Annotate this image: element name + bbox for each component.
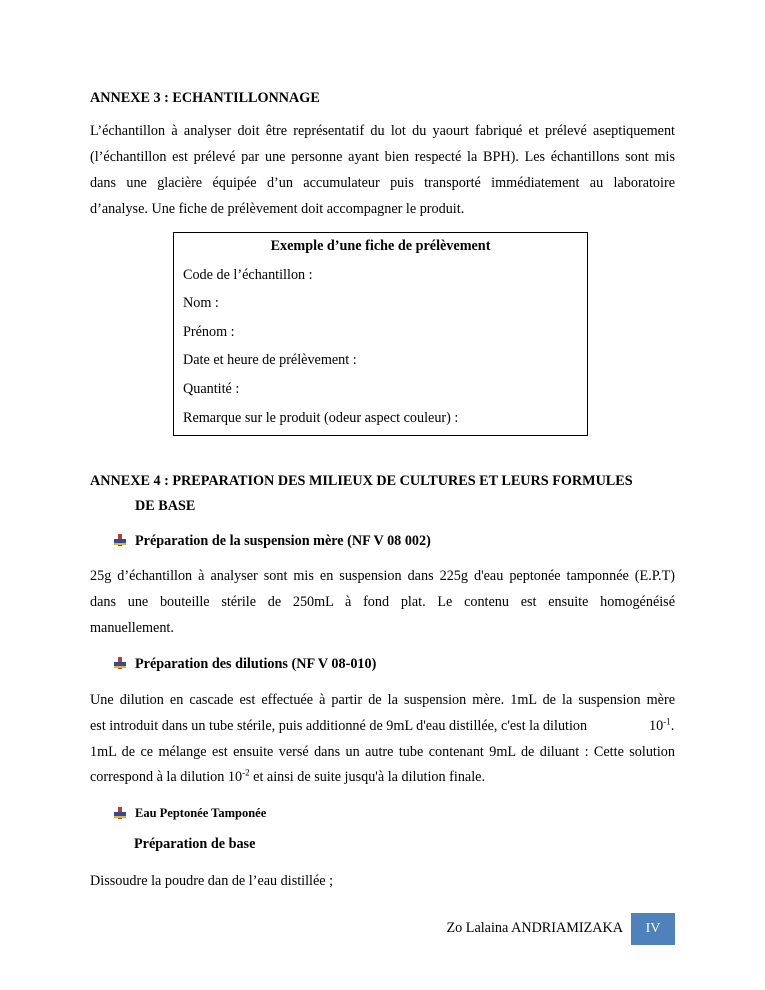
form-field-quantity: Quantité : (183, 381, 240, 397)
sampling-form-box (173, 232, 588, 436)
section-subtitle-base-preparation: Préparation de base (134, 836, 256, 852)
annexe3-paragraph-line: d’analyse. Une fiche de prélèvement doit accompagner le produit. (90, 201, 465, 217)
bullet-arrow-icon (113, 533, 127, 547)
section1-line: 25g d’échantillon à analyser sont mis en suspension dans 225g d'eau peptonée tamponnée (E.P.T) (90, 568, 675, 584)
form-field-first-name: Prénom : (183, 324, 235, 340)
form-field-remark: Remarque sur le produit (odeur aspect couleur) : (183, 410, 459, 426)
annexe4-heading: ANNEXE 4 : PREPARATION DES MILIEUX DE CULTURES ET LEURS FORMULES (90, 473, 633, 489)
section1-line: manuellement. (90, 620, 174, 636)
section-title-peptone-water: Eau Peptonée Tamponée (135, 806, 267, 820)
annexe3-heading: ANNEXE 3 : ECHANTILLONNAGE (90, 90, 320, 106)
annexe3-paragraph-line: (l’échantillon est prélevé par une personne ayant bien respecté la BPH). Les échantillons sont mis (90, 149, 675, 165)
section-title-dilutions: Préparation des dilutions (NF V 08-010) (135, 656, 377, 672)
sampling-form-title: Exemple d’une fiche de prélèvement (270, 238, 491, 254)
section1-line: dans une bouteille stérile de 250mL à fond plat. Le contenu est ensuite homogénéisé (90, 594, 675, 610)
form-field-sample-code: Code de l’échantillon : (183, 267, 313, 283)
form-field-name: Nom : (183, 295, 219, 311)
annexe4-heading-continued: DE BASE (135, 498, 196, 514)
footer-author: Zo Lalaina ANDRIAMIZAKA (446, 920, 623, 936)
page-number-badge: IV (631, 913, 675, 945)
section2-line: correspond à la dilution $10^{-2}$ et ainsi de suite jusqu'à la dilution finale. (90, 767, 486, 785)
section-title-mother-suspension: Préparation de la suspension mère (NF V 08 002) (135, 533, 431, 549)
section3-line: Dissoudre la poudre dan de l’eau distillée ; (90, 873, 334, 889)
annexe3-paragraph-line: dans une glacière équipée d’un accumulateur puis transporté immédiatement au laboratoire (90, 175, 675, 191)
section2-line: Une dilution en cascade est effectuée à partir de la suspension mère. 1mL de la suspension mère (90, 692, 675, 708)
dilution-value: $10^{-1}$. (649, 716, 675, 734)
section2-line: 1mL de ce mélange est ensuite versé dans un autre tube contenant 9mL de diluant : Cette solution (90, 744, 675, 760)
bullet-arrow-icon (113, 656, 127, 670)
bullet-arrow-icon (113, 806, 127, 820)
section2-line: est introduit dans un tube stérile, puis additionné de 9mL d'eau distillée, c'est la dilution (90, 718, 588, 734)
form-field-date-time: Date et heure de prélèvement : (183, 352, 357, 368)
annexe3-paragraph-line: L’échantillon à analyser doit être représentatif du lot du yaourt fabriqué et prélevé aseptiquement (90, 123, 675, 139)
